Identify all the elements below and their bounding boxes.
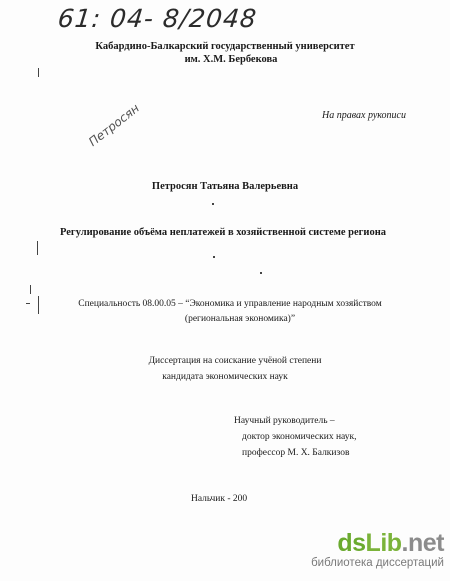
university-named-after: им. Х.М. Бербекова bbox=[184, 54, 278, 65]
degree-line: кандидата экономических наук bbox=[162, 372, 288, 382]
logo-lib: Lib bbox=[365, 529, 402, 557]
margin-mark bbox=[30, 285, 31, 294]
handwritten-signature: Петросян bbox=[86, 101, 142, 150]
specialty-block bbox=[0, 297, 450, 327]
margin-mark bbox=[260, 272, 262, 274]
logo-net: .net bbox=[401, 529, 444, 557]
author-name: Петросян Татьяна Валерьевна bbox=[151, 181, 299, 192]
specialty-line: Специальность 08.00.05 – “Экономика и управление народным хозяйством bbox=[78, 299, 382, 309]
library-stamp-number: 61: 04- 8/2048 bbox=[56, 4, 259, 33]
dissertation-title: Регулирование объёма неплатежей в хозяйственной системе региона bbox=[60, 227, 387, 238]
logo-ds: ds bbox=[337, 529, 366, 557]
rights-note: На правах рукописи bbox=[322, 110, 406, 121]
university-name: Кабардино-Балкарский государственный университет bbox=[95, 41, 355, 52]
city-year: Нальчик - 200 bbox=[191, 494, 248, 504]
advisor-block bbox=[234, 413, 357, 461]
advisor-line: доктор экономических наук, bbox=[242, 432, 357, 442]
dslib-watermark[interactable] bbox=[311, 530, 444, 569]
margin-mark bbox=[38, 68, 39, 77]
margin-mark bbox=[212, 203, 214, 205]
specialty-line: (региональная экономика)” bbox=[184, 314, 296, 324]
advisor-line: профессор М. Х. Балкизов bbox=[242, 448, 350, 458]
dslib-subtitle: библиотека диссертаций bbox=[311, 557, 444, 569]
advisor-line: Научный руководитель – bbox=[234, 416, 335, 426]
margin-mark bbox=[213, 256, 215, 258]
dslib-logo[interactable] bbox=[311, 530, 444, 556]
university-header bbox=[0, 40, 450, 66]
dissertation-degree-block bbox=[0, 353, 450, 385]
margin-mark bbox=[37, 241, 38, 255]
degree-line: Диссертация на соискание учёной степени bbox=[148, 356, 322, 366]
